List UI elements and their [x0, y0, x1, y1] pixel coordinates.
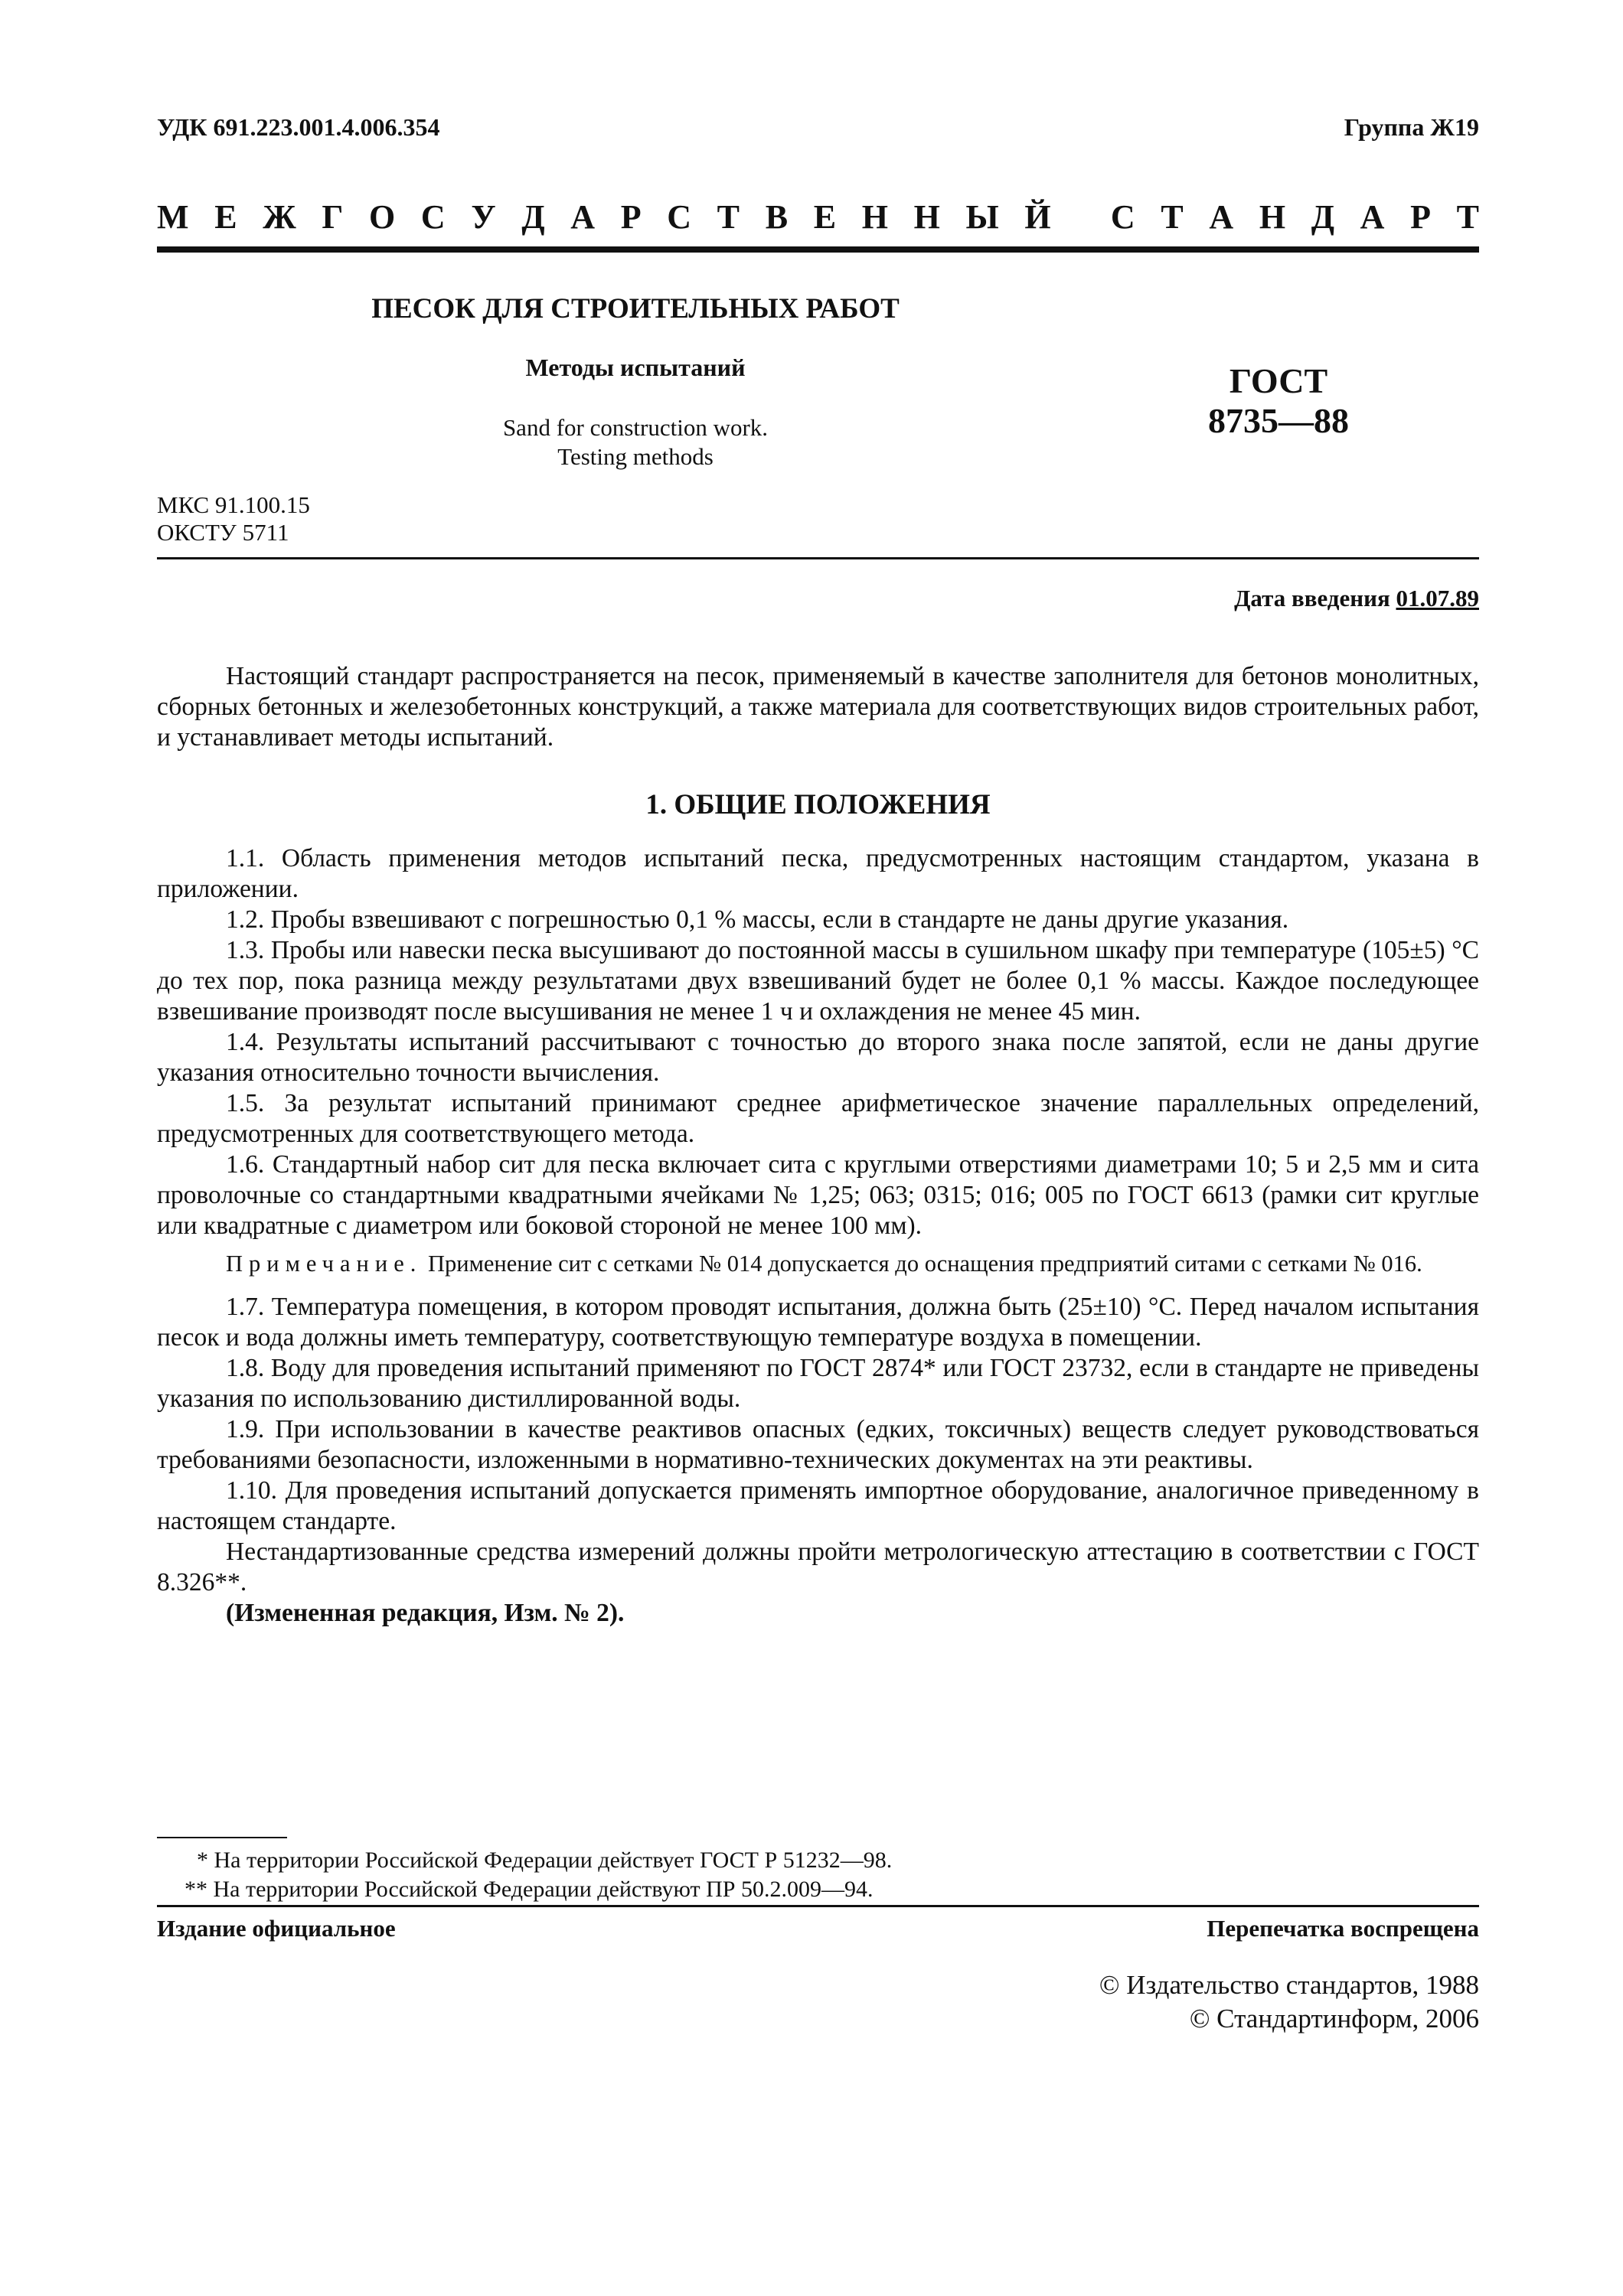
intro-paragraph	[157, 661, 1479, 753]
mks-code: МКС 91.100.15	[157, 491, 310, 518]
paragraph-1-5: 1.5. За результат испытаний принимают среднее арифметическое значение параллельных определений, предусмотренных для соответствующего метода.	[157, 1089, 1479, 1148]
heading-letter: Н	[861, 198, 888, 236]
heading-letter: С	[420, 198, 446, 236]
heading-letter: О	[369, 198, 396, 236]
interstate-standard-heading	[157, 197, 1479, 236]
note	[157, 1249, 1479, 1278]
footnote-2: ** На территории Российской Федерации действуют ПР 50.2.009—94.	[185, 1877, 874, 1902]
amendment-note: (Измененная редакция, Изм. № 2).	[226, 1599, 625, 1627]
paragraph-1-7: 1.7. Температура помещения, в котором проводят испытания, должна быть (25±10) °С. Перед началом испытания песок и вода должны иметь температуру, соответствующую температуре воздуха в помещении.	[157, 1293, 1479, 1352]
gost-number	[1183, 361, 1374, 441]
heading-letter: Г	[322, 198, 344, 236]
heading-letter: Р	[620, 198, 642, 236]
heading-letter: М	[157, 198, 189, 236]
heading-letter: Т	[1456, 198, 1479, 236]
heading-letter: Н	[1259, 198, 1286, 236]
footer-row	[157, 1915, 1479, 1942]
document-title: ПЕСОК ДЛЯ СТРОИТЕЛЬНЫХ РАБОТ	[371, 293, 900, 325]
header-rule	[157, 246, 1479, 253]
heading-letter: Т	[717, 198, 740, 236]
section-body	[157, 843, 1479, 1629]
heading-letter: В	[765, 198, 789, 236]
classification-codes	[157, 491, 310, 546]
okstu-code: ОКСТУ 5711	[157, 519, 289, 546]
heading-letter: У	[471, 198, 496, 236]
title-block-rule	[157, 557, 1479, 559]
effective-date	[1234, 585, 1479, 612]
note-text: Применение сит с сетками № 014 допускается до оснащения предприятий ситами с сетками № 016.	[422, 1251, 1422, 1277]
heading-letter: Д	[1311, 198, 1334, 236]
paragraph-1-10: 1.10. Для проведения испытаний допускается применять импортное оборудование, аналогичное приведенному в настоящем стандарте.	[157, 1476, 1479, 1535]
heading-letter: А	[570, 198, 596, 236]
heading-letter: Й	[1024, 198, 1051, 236]
paragraph-1-3: 1.3. Пробы или навески песка высушивают до постоянной массы в сушильном шкафу при температуре (105±5) °С до тех пор, пока разница между результатами двух взвешиваний будет не более 0,1 % массы. Каждое последующее взвешивание производят после высушивания не менее 1 ч и охлаждения не менее 45 мин.	[157, 936, 1479, 1026]
effective-date-value: 01.07.89	[1396, 585, 1479, 612]
gost-label: ГОСТ	[1229, 361, 1328, 400]
official-edition: Издание официальное	[157, 1915, 396, 1942]
heading-letter: Ы	[965, 198, 999, 236]
english-title-line1: Sand for construction work.	[502, 414, 769, 441]
gost-code: 8735—88	[1208, 401, 1349, 440]
section-heading: 1. ОБЩИЕ ПОЛОЖЕНИЯ	[645, 789, 991, 820]
english-title	[360, 413, 911, 471]
reprint-prohibited: Перепечатка воспрещена	[1207, 1915, 1479, 1942]
copyright-2: © Стандартинформ, 2006	[1189, 2004, 1479, 2033]
heading-letter: С	[667, 198, 692, 236]
paragraph-1-6: 1.6. Стандартный набор сит для песка включает сита с круглыми отверстиями диаметрами 10; 5 и 2,5 мм и сита проволочные со стандартными квадратными ячейками № 1,25; 063; 0315; 016; 005 по ГОСТ 6613 (рамки сит круглые или квадратные с диаметром или боковой стороной не менее 100 мм).	[157, 1150, 1479, 1240]
heading-letter: С	[1110, 198, 1135, 236]
english-title-line2: Testing methods	[557, 443, 714, 470]
paragraph-1-10-continued: Нестандартизованные средства измерений должны пройти метрологическую аттестацию в соответствии с ГОСТ 8.326**.	[157, 1538, 1479, 1596]
intro-text: Настоящий стандарт распространяется на песок, применяемый в качестве заполнителя для бетонов монолитных, сборных бетонных и железобетонных конструкций, а также материала для соответствующих видов строительных работ, и устанавливает методы испытаний.	[157, 662, 1479, 752]
effective-date-label: Дата введения	[1234, 585, 1396, 612]
heading-letter: Н	[913, 198, 940, 236]
copyright-1: © Издательство стандартов, 1988	[1099, 1970, 1479, 2000]
footnotes	[157, 1846, 892, 1904]
heading-letter: Е	[813, 198, 837, 236]
paragraph-1-2: 1.2. Пробы взвешивают с погрешностью 0,1 % массы, если в стандарте не даны другие указания.	[226, 905, 1289, 934]
copyright-block	[1099, 1968, 1479, 2036]
heading-letter: Д	[521, 198, 545, 236]
footnote-rule	[157, 1837, 287, 1838]
heading-letter: Ж	[263, 198, 296, 236]
footer-rule	[157, 1905, 1479, 1907]
paragraph-1-1: 1.1. Область применения методов испытаний песка, предусмотренных настоящим стандартом, указана в приложении.	[157, 844, 1479, 903]
group-code: Группа Ж19	[1344, 113, 1479, 141]
document-subtitle: Методы испытаний	[525, 354, 746, 381]
heading-letter: Т	[1161, 198, 1184, 236]
note-label: Примечание.	[226, 1251, 423, 1277]
udk-code: УДК 691.223.001.4.006.354	[157, 113, 440, 141]
heading-letter: Е	[214, 198, 237, 236]
paragraph-1-9: 1.9. При использовании в качестве реактивов опасных (едких, токсичных) веществ следует руководствоваться требованиями безопасности, изложенными в нормативно-технических документах на эти реактивы.	[157, 1415, 1479, 1474]
heading-letter: Р	[1410, 198, 1431, 236]
heading-letter: А	[1209, 198, 1234, 236]
paragraph-1-8: 1.8. Воду для проведения испытаний применяют по ГОСТ 2874* или ГОСТ 23732, если в стандарте не приведены указания по использованию дистиллированной воды.	[157, 1354, 1479, 1413]
heading-letter: А	[1360, 198, 1385, 236]
heading-letter	[1076, 197, 1085, 236]
footnote-1: * На территории Российской Федерации действует ГОСТ Р 51232—98.	[197, 1848, 893, 1873]
paragraph-1-4: 1.4. Результаты испытаний рассчитывают с точностью до второго знака после запятой, если не даны другие указания относительно точности вычисления.	[157, 1028, 1479, 1087]
